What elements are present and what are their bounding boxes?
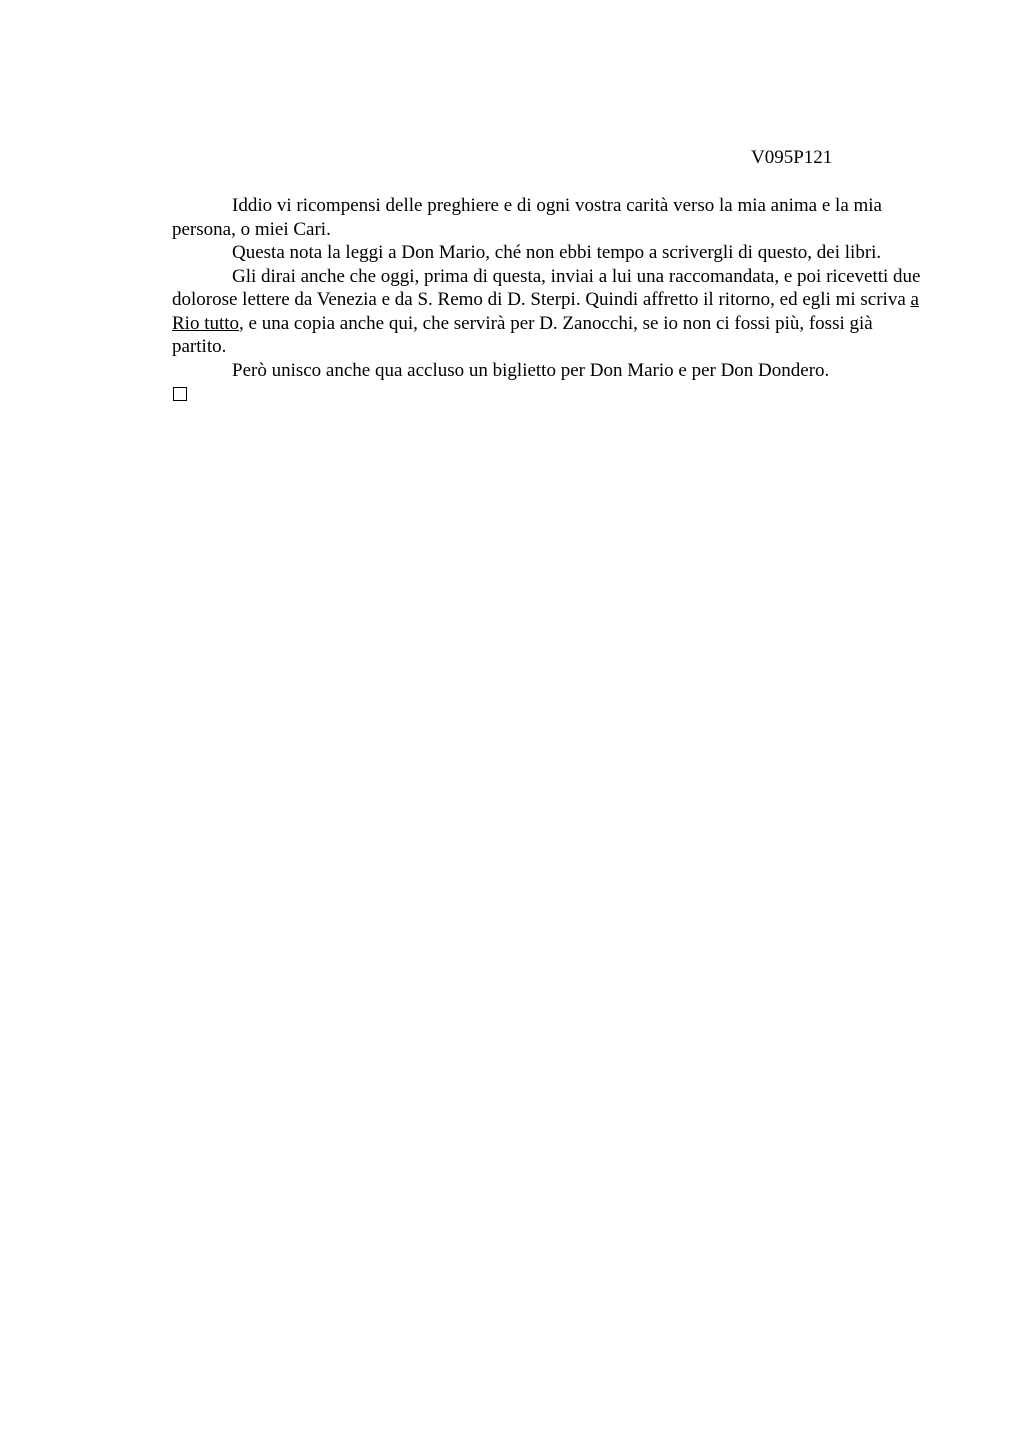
paragraph-2: Questa nota la leggi a Don Mario, ché non ebbi tempo a scrivergli di questo, dei libri. xyxy=(232,242,882,263)
empty-square-icon xyxy=(173,387,187,401)
underlined-phrase: a Rio tutto xyxy=(172,289,919,334)
document-code: V095P121 xyxy=(751,147,833,168)
paragraph-4: Però unisco anche qua accluso un biglietto per Don Mario e per Don Dondero. xyxy=(232,359,830,381)
paragraph-3-text-after: , e una copia anche qui, che servirà per D. Zanocchi, se io non ci fossi più, fossi già partito. xyxy=(172,312,873,357)
paragraph-1: Iddio vi ricompensi delle preghiere e di ogni vostra carità verso la mia anima e la mia persona, o miei Cari. xyxy=(172,195,882,240)
paragraph-3-text-before: Gli dirai anche che oggi, prima di questa, inviai a lui una raccomandata, e poi ricevetti due dolorose lettere da Venezia e da S. Remo di D. Sterpi. Quindi affretto il ritorno, ed egli mi scriva xyxy=(172,265,921,310)
letter-body xyxy=(172,194,930,401)
paragraph-3 xyxy=(172,265,930,359)
